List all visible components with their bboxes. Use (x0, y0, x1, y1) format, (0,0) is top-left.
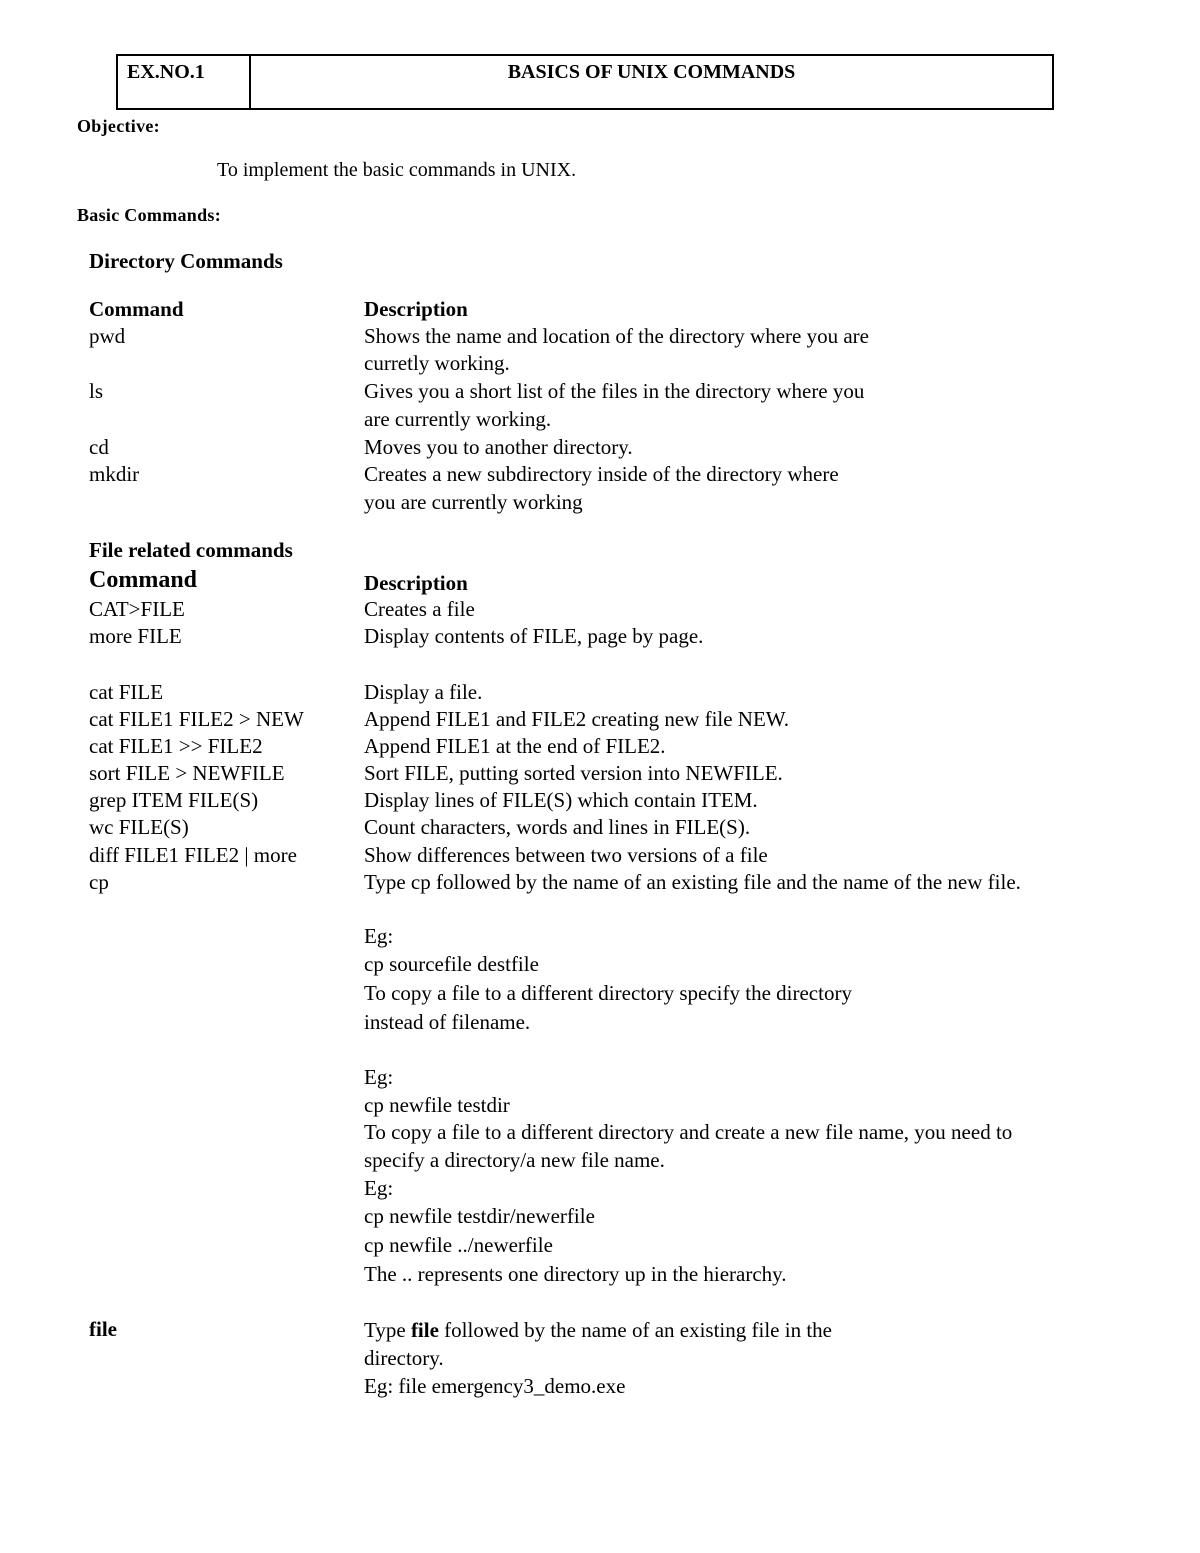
title-table (116, 54, 1054, 110)
file-desc-cat-append-new: Append FILE1 and FILE2 creating new file NEW. (364, 707, 789, 731)
file-cmd-cat-create: CAT>FILE (89, 597, 185, 621)
dir-desc-mkdir-line2: you are currently working (364, 490, 583, 514)
cp-detail-text-2: instead of filename. (364, 1010, 531, 1034)
directory-col-command: Command (89, 297, 184, 321)
file-desc-diff: Show differences between two versions of a file (364, 843, 768, 867)
file-cmd-more: more FILE (89, 624, 182, 648)
dir-cmd-pwd: pwd (89, 324, 126, 348)
file-desc-cat-create: Creates a file (364, 597, 475, 621)
file-desc-prefix: Type (364, 1318, 411, 1342)
directory-col-description: Description (364, 297, 468, 321)
file-desc-file-line3: Eg: file emergency3_demo.exe (364, 1374, 626, 1398)
cp-detail-text-1: To copy a file to a different directory specify the directory (364, 981, 852, 1005)
file-desc-grep: Display lines of FILE(S) which contain ITEM. (364, 788, 758, 812)
file-desc-wc: Count characters, words and lines in FILE(S). (364, 815, 751, 839)
file-col-description: Description (364, 571, 468, 595)
cp-detail-eg-2: Eg: (364, 1065, 394, 1089)
objective-text: To implement the basic commands in UNIX. (217, 159, 577, 181)
cp-detail-example-4: cp newfile ../newerfile (364, 1233, 553, 1257)
cp-detail-example-3: cp newfile testdir/newerfile (364, 1204, 595, 1228)
dir-desc-pwd-line1: Shows the name and location of the directory where you are (364, 324, 869, 348)
file-commands-heading: File related commands (89, 538, 293, 562)
file-desc-sort: Sort FILE, putting sorted version into NEWFILE. (364, 761, 783, 785)
document-title: BASICS OF UNIX COMMANDS (507, 61, 796, 83)
cp-detail-eg-3: Eg: (364, 1176, 394, 1200)
dir-desc-cd: Moves you to another directory. (364, 435, 633, 459)
file-cmd-sort: sort FILE > NEWFILE (89, 761, 285, 785)
file-desc-more: Display contents of FILE, page by page. (364, 624, 704, 648)
cp-detail-text-3: To copy a file to a different directory and create a new file name, you need to (364, 1120, 1013, 1144)
file-col-command: Command (89, 567, 198, 593)
file-cmd-cp: cp (89, 870, 109, 894)
file-cmd-grep: grep ITEM FILE(S) (89, 788, 259, 812)
dir-desc-pwd-line2: curretly working. (364, 351, 510, 375)
file-desc-file-line2: directory. (364, 1346, 444, 1370)
file-desc-cat-append: Append FILE1 at the end of FILE2. (364, 734, 666, 758)
dir-cmd-cd: cd (89, 435, 109, 459)
file-desc-file-line1 (364, 1317, 832, 1345)
file-cmd-wc: wc FILE(S) (89, 815, 189, 839)
file-desc-cat: Display a file. (364, 680, 483, 704)
cp-detail-example-1: cp sourcefile destfile (364, 952, 539, 976)
cp-detail-eg-1: Eg: (364, 924, 394, 948)
directory-commands-heading: Directory Commands (89, 249, 283, 273)
dir-desc-ls-line1: Gives you a short list of the files in the directory where you (364, 379, 865, 403)
file-desc-suffix: followed by the name of an existing file in the (438, 1318, 832, 1342)
dir-cmd-mkdir: mkdir (89, 462, 140, 486)
file-cmd-diff: diff FILE1 FILE2 | more (89, 843, 297, 867)
dir-cmd-ls: ls (89, 379, 104, 403)
exercise-number: EX.NO.1 (118, 56, 251, 108)
file-desc-cp: Type cp followed by the name of an existing file and the name of the new file. (364, 870, 1021, 894)
file-cmd-cat-append-new: cat FILE1 FILE2 > NEW (89, 707, 304, 731)
file-cmd-cat-append: cat FILE1 >> FILE2 (89, 734, 263, 758)
cp-detail-example-2: cp newfile testdir (364, 1093, 510, 1117)
dir-desc-mkdir-line1: Creates a new subdirectory inside of the directory where (364, 462, 839, 486)
cp-detail-text-4: specify a directory/a new file name. (364, 1148, 665, 1172)
file-cmd-file: file (89, 1317, 117, 1341)
dir-desc-ls-line2: are currently working. (364, 407, 552, 431)
basic-commands-heading: Basic Commands: (77, 205, 222, 225)
objective-heading: Objective: (77, 116, 160, 136)
file-desc-bold: file (410, 1318, 439, 1342)
cp-detail-text-5: The .. represents one directory up in the hierarchy. (364, 1262, 787, 1286)
file-cmd-cat: cat FILE (89, 680, 164, 704)
